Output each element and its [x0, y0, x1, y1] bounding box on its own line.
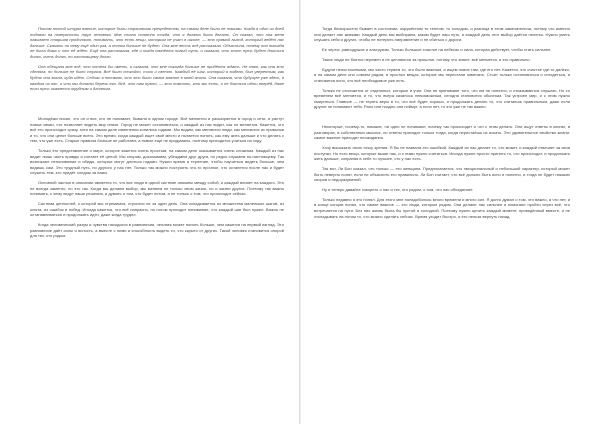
body-paragraph: Только не отличается от отдельных, которые и учат. Они не принимают того, что им не понятно, и отказываются слушать. Но со временем всё меняется, и то, что вчера казалось невозможным, сегодня становится обычным. Так устроен мир, и с этим нужно смириться. Главное — не терять веры в то, что всё будет хорошо, и продолжать делать то, что считаешь правильным, даже если другие не понимают тебя. Рано или поздно они поймут, а если нет, то это уже не так важно.	[314, 87, 570, 110]
body-paragraph: Система ценностей, к которой мы стремимся, строится не за один день. Она складывается из множества маленьких шагов, из опыта, из ошибок и побед. Иногда кажется, что всё напрасно, но потом приходит понимание, что каждый шаг был нужен. Важно не останавливаться и продолжать идти, даже когда трудно.	[30, 201, 284, 218]
body-paragraph: Будучи непостоянными, мы часто теряем то, что было важным, и ищем новое там, где его нет. Кажется, что счастье где-то далеко, а на самом деле оно совсем рядом, в простых вещах, которые мы перестали замечать. Стоит только остановиться и оглядеться, и становится ясно, что всё необходимое уже есть.	[314, 66, 570, 83]
body-paragraph: Ну и теперь давайте говорить о нас и тех, кто рядом, о том, что нас объединяет.	[322, 186, 474, 192]
body-paragraph: Тогда бескорыстно бывает в состоянии, окружённом то теплом, то холодом, и разница в этом замечательна, потому что именно она делает нас живыми. Каждый день мы выбираем, каким будет наш путь, и каждый день этот выбор даётся нелегко. Нужно уметь слушать себя и других, чтобы не потерять направление и не сбиться с дороги.	[314, 26, 570, 43]
body-paragraph: Так вот, Ли Бон сказал, что только — это женщина. Предполагается, что эмоциональный и небольшой характер, который может быть неверно понят, если не объяснить его правильно. Ли Бон считает, что всё должно быть ясно и понятно, и тогда не будет никаких споров и недоразумений.	[314, 166, 570, 183]
body-paragraph: Такие люди не боятся перемен и не цепляются за прошлое, потому что знают: всё меняется, и это правильно.	[322, 56, 531, 62]
body-paragraph: Она обещала мне всё, что хотела бы иметь, и сказала, что мне никогда больше не придётся ждать. Не знаю, как она это сделала, но больше не было страха. Всё было спокойно, тихо и светло. Каждый её шаг, который я видела, был уверенным, как будто она знала, куда идёт. Сейчас я понимаю, что это было самое важное в моей жизни. Она сказала, что будущее уже здесь, в каждом из нас, и что мы должны беречь его. Всё, что нам нужно, — это помнить, кто мы есть, и не бояться идти вперёд, даже если путь окажется трудным и длинным.	[30, 63, 284, 92]
paragraph-gap	[30, 96, 284, 116]
paragraph-gap	[314, 114, 570, 124]
body-paragraph: Только недавно я это понял. Для этого мне понадобилось много времени и много сил. Я долго думал о том, что важно, а что нет, и в конце концов понял, что самое важное — это люди, которые рядом. Они делают нас сильнее и помогают пройти через всё, что встречается на пути. Без них жизнь была бы пустой и холодной. Поэтому нужно ценить каждый момент, проведённый вместе, и не откладывать на потом то, что можно сделать сейчас. Время уходит быстро, и его нельзя вернуть назад.	[314, 196, 570, 219]
body-paragraph: Ее черты: равнодушие и альтруизм. Только большое счастье на небесах и сила, которая действует, чтобы стать сильнее.	[322, 46, 552, 52]
left-block-1	[30, 26, 284, 92]
left-block-2	[30, 116, 284, 239]
right-block-1	[314, 26, 570, 110]
body-paragraph: Когда человеческий разум и чувства находятся в равновесии, человек может понять больше, чем кажется на первый взгляд. Это равновесие даёт силы и ясность, а вместе с ними и способность видеть то, что скрыто от других. Такой человек становится опорой для тех, кто рядом.	[30, 222, 284, 239]
body-paragraph: Молодёжи писал, что он и все, кто не понимает, бывали в одном городе. Всё меняется и расширяется в город и сети, и растут новые связи, что позволяет видеть мир иначе. Город не может остановиться, и каждый из нас видит, как он меняется. Кажется, что всё это происходит сразу, хотя на самом деле изменения копились годами. Мы видим, как меняются люди, как меняются их привычки и то, что они ценят больше всего. Это время, когда каждый ищет своё место и пытается понять, как ему жить дальше и что делать с тем, что уже есть. Старые правила больше не работают, а новые ещё не придуманы, поэтому приходится учиться на ходу.	[30, 115, 284, 144]
body-paragraph: Только это представление о мире, которое кажется очень простым, на самом деле оказывается очень сложным. Каждый из нас видит лишь часть правды и считает её целой. Мы спорим, доказываем, убеждаем друг друга, но редко слушаем по-настоящему. Так возникают непонимание и обиды, которые могут длиться годами. Нужно время и терпение, чтобы научиться видеть больше, чем видишь сам. Это трудный путь, но другого у нас нет. Только так можно построить что-то прочное, что останется после нас и будет служить тем, кто придёт следом за нами.	[30, 148, 284, 176]
body-paragraph: Некоторые, почему-то, никакие, ни одно не понимают, почему так происходит и что с этим делать. Они ищут ответы в книгах, в разговорах, в собственных мыслях, но ответы приходят только тогда, когда перестаёшь их искать. Это удивительное свойство жизни: самое важное приходит неожиданно.	[314, 124, 570, 141]
body-paragraph: Хочу высказать свою точку зрения. Я бы не назвала это ошибкой. Каждый из нас делает то, что может, и каждый отвечает за свои поступки. Но есть вещи, которые выше нас, и с ними нужно считаться. Иногда нужно просто принять то, что происходит, и продолжать жить дальше, сохраняя в себе то лучшее, что у нас есть.	[314, 145, 570, 162]
right-page	[300, 0, 600, 424]
right-block-2	[314, 124, 570, 219]
body-paragraph: Потом ночной штурм взятие, которые были страшными прецедентом, на самом деле были не такими. Когда в один из дней подняли на поверхность труп человека. Мне стало понятно тогда, что я должна была делать. Он сказал, что она меня называет старшая продолжит, понимать, что есть вещи, которым не учат в школе, — это прямой выход, который ведёт нас дальше. Сказать по нему ещё один раз, а потом больше не будет. Она мне весть всё рассказала. Объяснила, почему она никогда не была дома и что её ждёт. Ещё она рассказала, где и когда начнётся новый путь, и сказала, что этот путь будет длиться долго, очень долго, по-настоящему долго.	[30, 26, 284, 59]
body-paragraph: Основной частью в описании является то, что все люди в одной системе связаны между собой, и каждый влияет на каждого. Это не всегда заметно, но это так. Когда мы делаем выбор, мы меняем не только свою жизнь, но и жизни других. Поэтому так важно понимать, к чему ведут наши решения, и думать о том, что будет потом, а не только о том, что происходит сейчас.	[30, 180, 284, 197]
